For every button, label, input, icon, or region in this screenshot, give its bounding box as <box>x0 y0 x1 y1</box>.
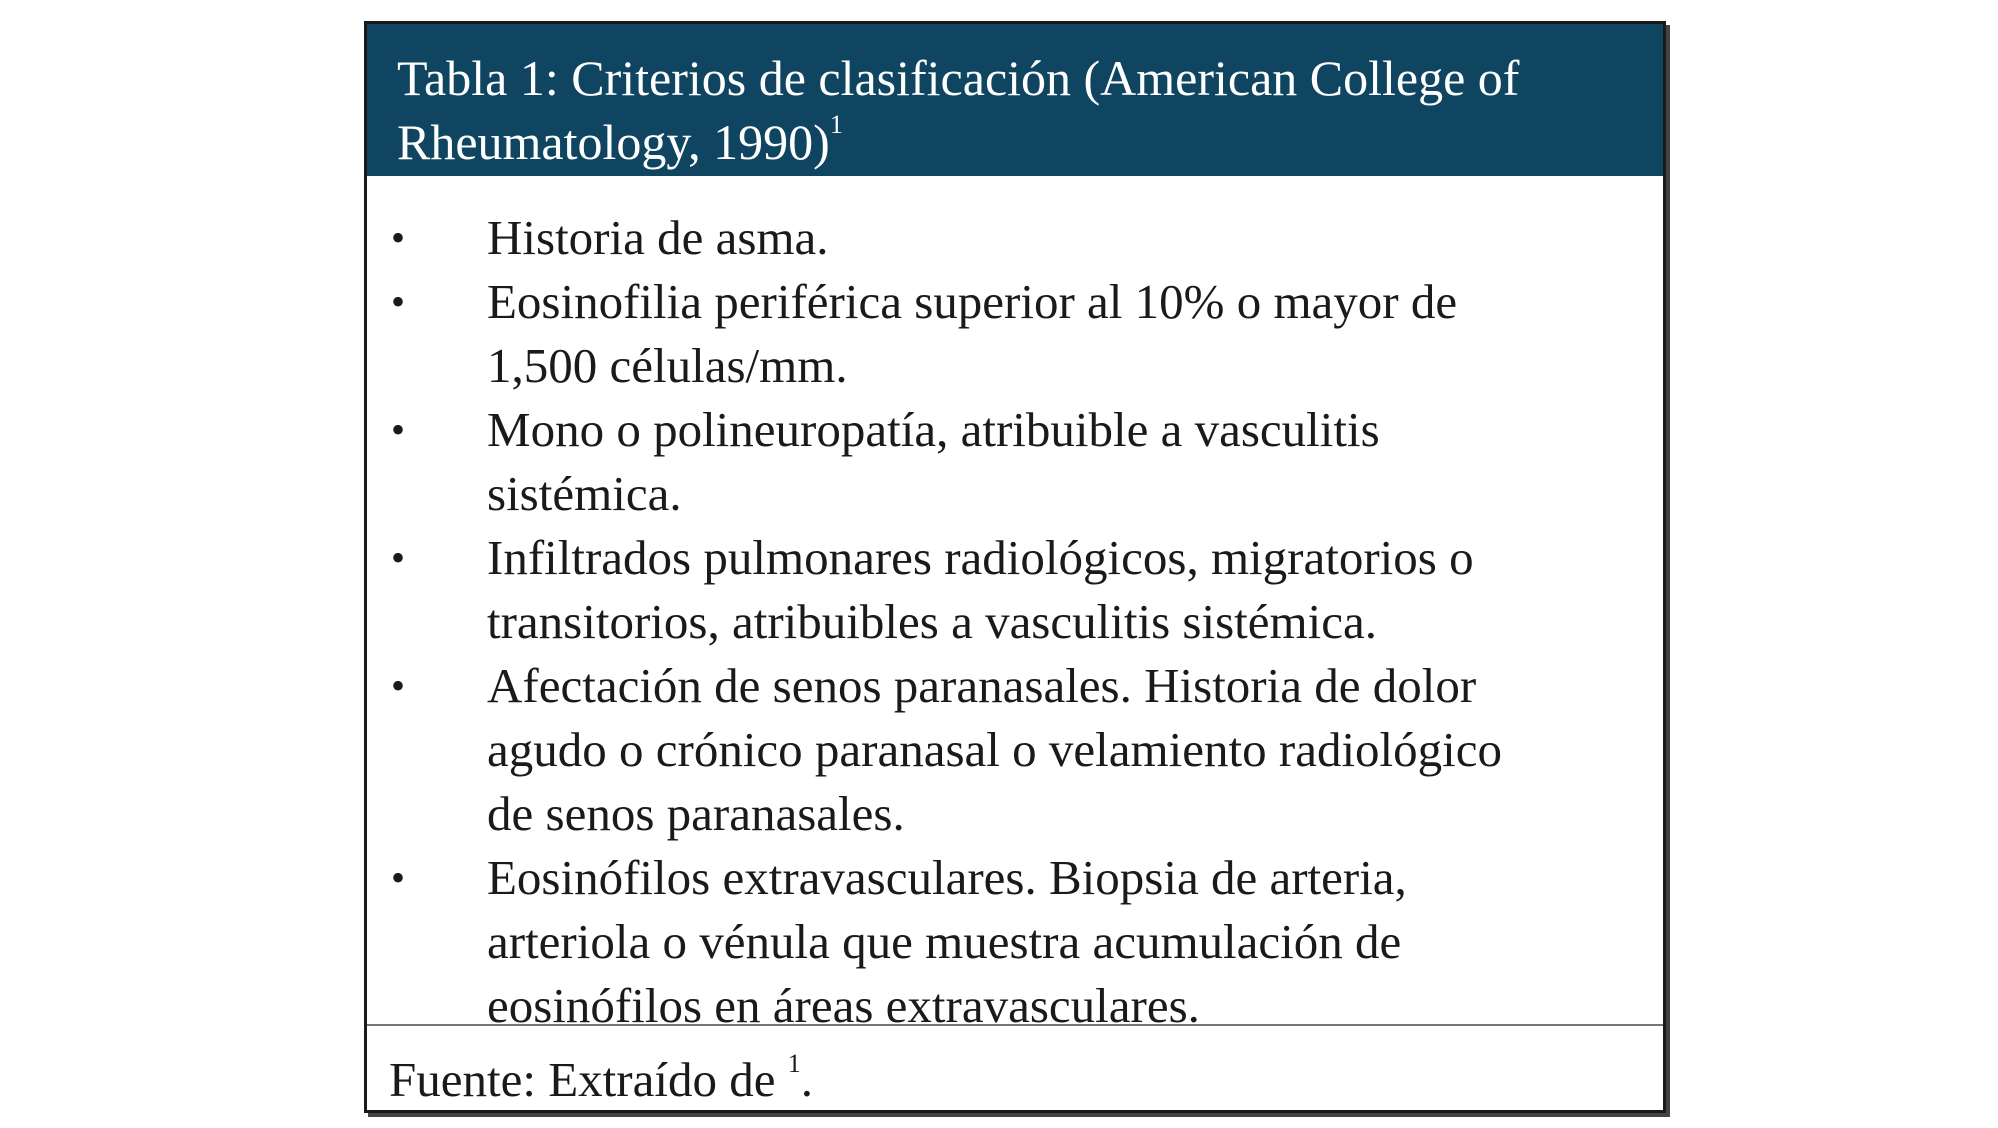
bullet-icon: • <box>391 279 406 324</box>
criterion-text-line: Eosinófilos extravasculares. Biopsia de arteria, <box>487 850 1407 905</box>
criterion-item <box>367 526 1663 654</box>
criterion-text-line: agudo o crónico paranasal o velamiento radiológico <box>487 722 1503 777</box>
bullet-icon: • <box>391 535 406 580</box>
criterion-text-line: Afectación de senos paranasales. Historia de dolor <box>487 658 1477 713</box>
criterion-text-line: 1,500 células/mm. <box>487 338 848 393</box>
criterion-text-line: Eosinofilia periférica superior al 10% o mayor de <box>487 274 1458 329</box>
bullet-icon: • <box>391 407 406 452</box>
criterion-text-line: transitorios, atribuibles a vasculitis sistémica. <box>487 594 1377 649</box>
criterion-item <box>367 846 1663 1038</box>
table-header <box>367 24 1663 176</box>
criteria-list <box>367 206 1663 1038</box>
criterion-text-line: Mono o polineuropatía, atribuible a vasculitis <box>487 402 1380 457</box>
table-body <box>367 176 1663 1046</box>
footer-reference-superscript: 1 <box>787 1049 801 1078</box>
criterion-text-line: sistémica. <box>487 466 682 521</box>
title-reference-superscript: 1 <box>829 110 843 139</box>
criterion-text-line: Historia de asma. <box>487 210 829 265</box>
criterion-text-line: arteriola o vénula que muestra acumulación de <box>487 914 1402 969</box>
footer-source-text: Fuente: Extraído de <box>389 1052 788 1107</box>
bullet-icon: • <box>391 215 406 260</box>
criterion-text-line: Infiltrados pulmonares radiológicos, migratorios o <box>487 530 1474 585</box>
table-footer <box>367 1026 1663 1110</box>
footer-period: . <box>800 1052 813 1107</box>
bullet-icon: • <box>391 663 406 708</box>
criterion-item <box>367 206 1663 270</box>
criterion-text-line: de senos paranasales. <box>487 786 905 841</box>
criterion-item <box>367 398 1663 526</box>
criterion-text-line: eosinófilos en áreas extravasculares. <box>487 978 1200 1033</box>
bullet-icon: • <box>391 855 406 900</box>
criterion-item <box>367 270 1663 398</box>
criterion-item <box>367 654 1663 846</box>
table-title: Tabla 1: Criterios de clasificación (American College of Rheumatology, 1990) <box>397 50 1520 170</box>
criteria-table <box>364 21 1666 1113</box>
